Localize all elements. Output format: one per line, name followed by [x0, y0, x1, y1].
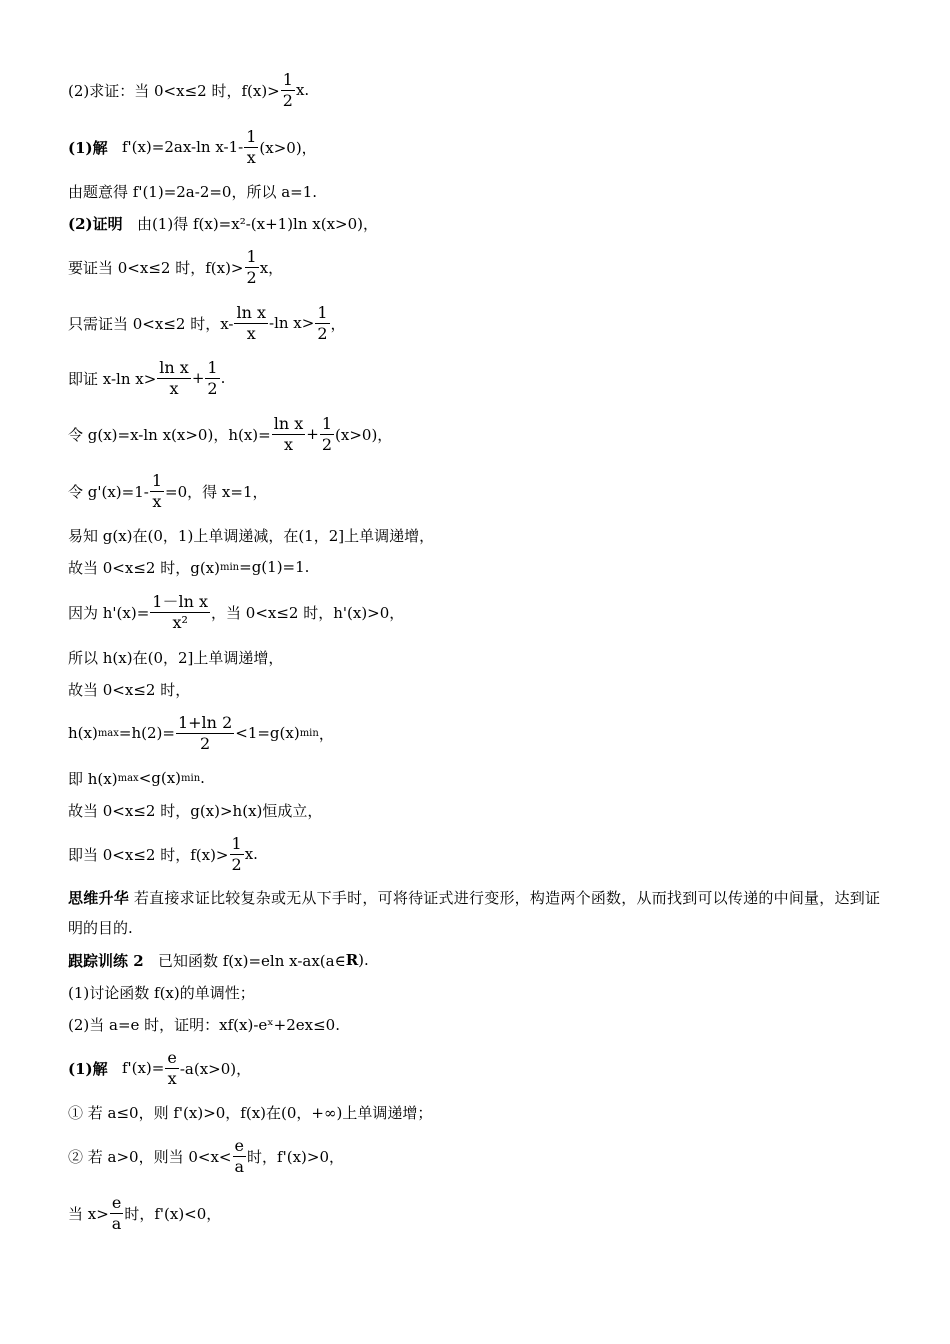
fraction — [281, 69, 295, 110]
subscript: max — [117, 772, 139, 784]
text: ① 若 a≤0，则 f'(x)>0，f(x)在(0，+∞)上单调递增； — [68, 1103, 433, 1122]
text: (x>0)， — [259, 138, 317, 157]
fraction — [176, 712, 234, 753]
line-case-2-else — [68, 1192, 222, 1233]
text: 时，f'(x)>0， — [247, 1147, 344, 1166]
subscript: min — [299, 727, 319, 739]
label: (2)证明 — [68, 214, 123, 233]
numerator: 1 — [207, 357, 218, 377]
line-exercise-2 — [68, 944, 369, 976]
text: =g(1)=1. — [239, 558, 310, 576]
denominator: 2 — [207, 378, 218, 398]
text: 若直接求证比较复杂或无从下手时，可将待证式进行变形，构造两个函数，从而找到可以传递的中间量，达到证明的目的. — [68, 889, 880, 937]
numerator: e — [234, 1135, 244, 1155]
fraction — [234, 302, 268, 343]
fraction — [245, 246, 259, 287]
text: (2)当 a=e 时，证明：xf(x)-eˣ+2ex≤0. — [68, 1015, 340, 1034]
fraction — [165, 1047, 178, 1088]
line-g-derivative — [68, 470, 268, 511]
text: 即 h(x) — [68, 769, 118, 788]
line-conclusion — [68, 833, 258, 874]
text: 即证 x-ln x> — [68, 369, 157, 388]
text: R — [345, 951, 359, 969]
fraction — [110, 1192, 124, 1233]
label: (1)解 — [68, 138, 108, 157]
text: 即当 0<x≤2 时，f(x)> — [68, 845, 229, 864]
fraction — [157, 357, 191, 398]
fraction — [150, 591, 210, 632]
numerator: 1－ln x — [152, 591, 209, 611]
numerator: ln x — [273, 413, 304, 433]
denominator: x — [246, 147, 256, 167]
text: ， — [330, 314, 346, 333]
denominator: x — [152, 491, 162, 511]
text: + — [191, 369, 205, 387]
denominator: a — [111, 1213, 122, 1233]
text: 只需证当 0<x≤2 时，x- — [68, 314, 234, 333]
line-exercise-q1 — [68, 976, 255, 1008]
line-part1-derivative — [68, 126, 317, 167]
line-prove-statement — [68, 69, 310, 110]
denominator: x — [283, 434, 294, 454]
line-part2-proof — [68, 207, 378, 239]
text: 易知 g(x)在(0，1)上单调递减，在(1，2]上单调递增， — [68, 526, 435, 545]
line-therefore — [68, 673, 190, 705]
text: 由(1)得 f(x)=x²-(x+1)ln x(x>0)， — [122, 214, 379, 233]
line-to-prove — [68, 246, 284, 287]
text: (1)讨论函数 f(x)的单调性； — [68, 983, 255, 1002]
label: (1)解 — [68, 1059, 108, 1078]
text: (x>0)， — [335, 425, 393, 444]
denominator: 2 — [282, 90, 293, 110]
text: . — [220, 369, 226, 387]
text: . — [200, 769, 205, 787]
line-define-g-h — [68, 413, 393, 454]
line-solve-a — [68, 175, 317, 207]
text: 令 g'(x)=1- — [68, 482, 149, 501]
text: x. — [244, 845, 258, 863]
text: 故当 0<x≤2 时， — [68, 680, 191, 699]
denominator: x — [246, 323, 256, 343]
text: x. — [295, 81, 310, 99]
text: ，当 0<x≤2 时，h'(x)>0， — [211, 603, 405, 622]
line-only-need — [68, 302, 346, 343]
numerator: ln x — [159, 357, 189, 377]
denominator: x — [167, 1068, 177, 1088]
text: ② 若 a>0，则当 0<x< — [68, 1147, 232, 1166]
numerator: 1 — [246, 126, 257, 146]
line-h-max — [68, 712, 334, 753]
numerator: 1 — [282, 69, 293, 89]
line-case-2 — [68, 1135, 344, 1176]
subscript: min — [220, 561, 240, 573]
denominator: x² — [172, 612, 188, 632]
summary-paragraph — [68, 883, 880, 943]
numerator: e — [111, 1192, 122, 1212]
line-h-max-lt-g-min — [68, 762, 205, 794]
line-h-increasing — [68, 641, 283, 673]
numerator: 1 — [151, 470, 163, 490]
text: f'(x)= — [107, 1059, 165, 1077]
text: h(x) — [68, 724, 98, 742]
denominator: a — [234, 1156, 245, 1176]
text: 令 g(x)=x-ln x(x>0)，h(x)= — [68, 425, 271, 444]
denominator: 2 — [246, 267, 257, 287]
text: =h(2)= — [118, 724, 175, 742]
text: =0，得 x=1， — [165, 482, 268, 501]
line-h-derivative — [68, 591, 405, 632]
fraction — [272, 413, 306, 454]
line-case-1 — [68, 1096, 432, 1128]
text: 时，f'(x)<0， — [124, 1204, 222, 1223]
denominator: 2 — [200, 733, 211, 753]
line-exercise-q2 — [68, 1008, 340, 1040]
subscript: min — [181, 772, 201, 784]
text: 由题意得 f'(1)=2a-2=0，所以 a=1. — [68, 182, 318, 201]
fraction — [205, 357, 219, 398]
line-g-monotonic — [68, 519, 434, 551]
numerator: 1 — [231, 833, 242, 853]
numerator: 1 — [321, 413, 333, 433]
text: ， — [318, 724, 334, 743]
text: <1=g(x) — [235, 724, 300, 742]
line-i-e-prove — [68, 357, 226, 398]
label: 思维升华 — [68, 889, 129, 907]
fraction — [244, 126, 258, 167]
line-g-min — [68, 551, 309, 583]
text: 要证当 0<x≤2 时，f(x)> — [68, 258, 244, 277]
text: + — [306, 425, 319, 443]
fraction — [233, 1135, 247, 1176]
denominator: x — [169, 378, 179, 398]
line-g-gt-h — [68, 794, 322, 826]
text: -ln x> — [269, 314, 315, 332]
label: 跟踪训练 2 — [68, 951, 144, 970]
text: 当 x> — [68, 1204, 109, 1223]
numerator: 1 — [246, 246, 257, 266]
text: ). — [358, 951, 369, 969]
denominator: 2 — [321, 434, 333, 454]
text: <g(x) — [138, 769, 182, 787]
text: x， — [259, 258, 284, 277]
text: 故当 0<x≤2 时，g(x) — [68, 558, 220, 577]
numerator: e — [167, 1047, 177, 1067]
fraction — [150, 470, 164, 511]
text: 故当 0<x≤2 时，g(x)>h(x)恒成立， — [68, 801, 323, 820]
fraction — [315, 302, 329, 343]
text: -a(x>0)， — [179, 1059, 252, 1078]
numerator: 1 — [317, 302, 328, 322]
subscript: max — [97, 727, 119, 739]
fraction — [230, 833, 244, 874]
text: 所以 h(x)在(0，2]上单调递增， — [68, 648, 284, 667]
line-exercise-solution — [68, 1047, 252, 1088]
numerator: ln x — [236, 302, 267, 322]
denominator: 2 — [231, 854, 242, 874]
text: 因为 h'(x)= — [68, 603, 150, 622]
text: 已知函数 f(x)=eln x-ax(a∈ — [143, 951, 346, 970]
denominator: 2 — [317, 323, 328, 343]
text: (2)求证：当 0<x≤2 时，f(x)> — [68, 81, 280, 100]
numerator: 1+ln 2 — [177, 712, 233, 732]
text: f'(x)=2ax-ln x-1- — [107, 138, 244, 156]
fraction — [320, 413, 334, 454]
